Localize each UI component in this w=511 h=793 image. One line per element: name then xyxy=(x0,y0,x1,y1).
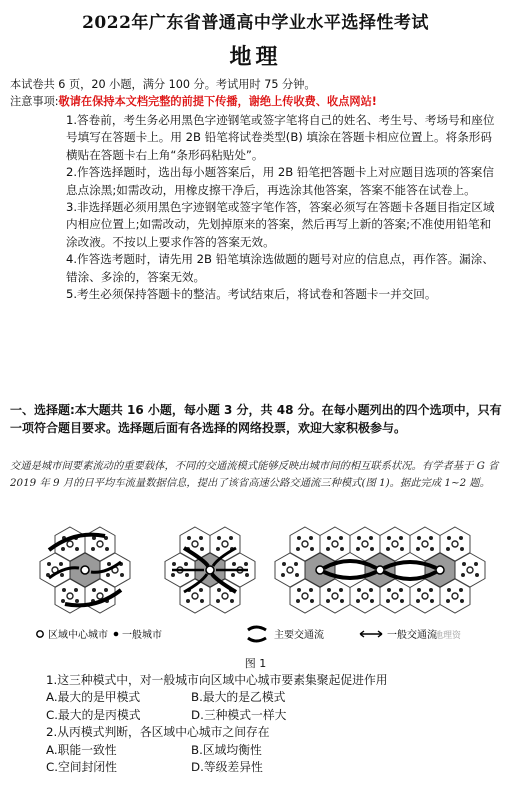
exam-title: 2022年广东省普通高中学业水平选择性考试 xyxy=(82,13,429,33)
legend-general-flow: 一般交通流 xyxy=(387,630,437,641)
option: B.区域均衡性 xyxy=(191,742,262,757)
option-row xyxy=(46,707,486,724)
central-city-symbol xyxy=(37,631,43,637)
pattern-b xyxy=(165,527,255,613)
legend-general-city: 一般城市 xyxy=(122,630,162,641)
option: D.等级差异性 xyxy=(191,760,263,775)
figure-legend xyxy=(37,627,437,641)
option: D.三种模式一样大 xyxy=(191,707,287,722)
figure-caption: 图 1 xyxy=(244,657,267,670)
question-stem: 2.从丙模式判断，各区域中心城市之间存在 xyxy=(46,725,270,740)
instructions-list xyxy=(66,112,496,303)
option: C.空间封闭性 xyxy=(46,760,117,775)
instruction-item: 5.考生必须保持答题卡的整洁。考试结束后，将试卷和答题卡一并交回。 xyxy=(66,287,437,302)
main-flow-symbol xyxy=(248,627,266,641)
option: B.最大的是乙模式 xyxy=(191,690,286,705)
pattern-c xyxy=(275,527,485,613)
instruction-item: 2.作答选择题时，选出每小题答案后，用 2B 铅笔把答题卡上对应题目选项的答案信息点涂黑;如需改动，用橡皮擦干净后，再选涂其他答案，答案不能答在试卷上。 xyxy=(66,165,494,197)
notice-lead: 注意事项: xyxy=(10,95,59,108)
hex-cluster xyxy=(40,527,130,613)
legend-main-flow: 主要交通流 xyxy=(274,630,324,641)
option-row xyxy=(46,759,486,776)
notice-red-text: 敬请在保持本文档完整的前提下传播，谢绝上传收费、收点网站! xyxy=(58,95,377,108)
instruction-item: 3.非选择题必须用黑色字迹钢笔或签字笔作答，答案必须写在答题卡各题目指定区域内相应位置上;如需改动，先划掉原来的答案，然后再写上新的答案;不准使用铅笔和涂改液。不按以上要求作答的答案无效。 xyxy=(66,200,495,249)
section-heading: 一、选择题:本大题共 16 小题，每小题 3 分，共 48 分。在每小题列出的四个选项中，只有一项符合题目要求。选择题后面有各选择的网络投票，欢迎大家积极参与。 xyxy=(10,403,502,435)
option-row xyxy=(46,689,486,706)
questions xyxy=(46,672,486,776)
traffic-pattern-diagram xyxy=(10,522,502,652)
pattern-a xyxy=(40,527,130,613)
figure-1 xyxy=(10,522,502,652)
general-flow-symbol xyxy=(360,631,382,637)
subject-title: 地理 xyxy=(229,44,282,70)
option: A.最大的是甲模式 xyxy=(46,690,141,705)
general-city-symbol xyxy=(114,632,119,637)
option: A.职能一致性 xyxy=(46,742,117,757)
instruction-item: 1.答卷前，考生务必用黑色字迹钢笔或签字笔将自己的姓名、考生号、考场号和座位号填写在答题卡上。用 2B 铅笔将试卷类型(B) 填涂在答题卡相应位置上。将条形码横贴在答题卡右上角“条形码粘贴处”。 xyxy=(66,113,495,162)
option: C.最大的是丙模式 xyxy=(46,707,141,722)
question-stem: 1.这三种模式中，对一般城市向区域中心城市要素集聚起促进作用 xyxy=(46,673,388,687)
watermark: 地理资 xyxy=(434,631,462,641)
option-row xyxy=(46,742,486,759)
legend-central-city: 区域中心城市 xyxy=(48,630,108,641)
notice-line xyxy=(10,93,505,109)
instruction-item: 4.作答选考题时，请先用 2B 铅笔填涂选做题的题号对应的信息点，再作答。漏涂、错涂、多涂的，答案无效。 xyxy=(66,252,494,284)
question-intro: 交通是城市间要素流动的重要载体，不同的交通流模式能够反映出城市间的相互联系状况。有学者基于 G 省 2019 年 9 月的日平均车流量数据信息，提出了该省高速公路交通流三种模式(图 1)。据此完成 1~2 题。 xyxy=(10,460,499,489)
exam-meta: 本试卷共 6 页，20 小题，满分 100 分。考试用时 75 分钟。 xyxy=(10,78,316,91)
